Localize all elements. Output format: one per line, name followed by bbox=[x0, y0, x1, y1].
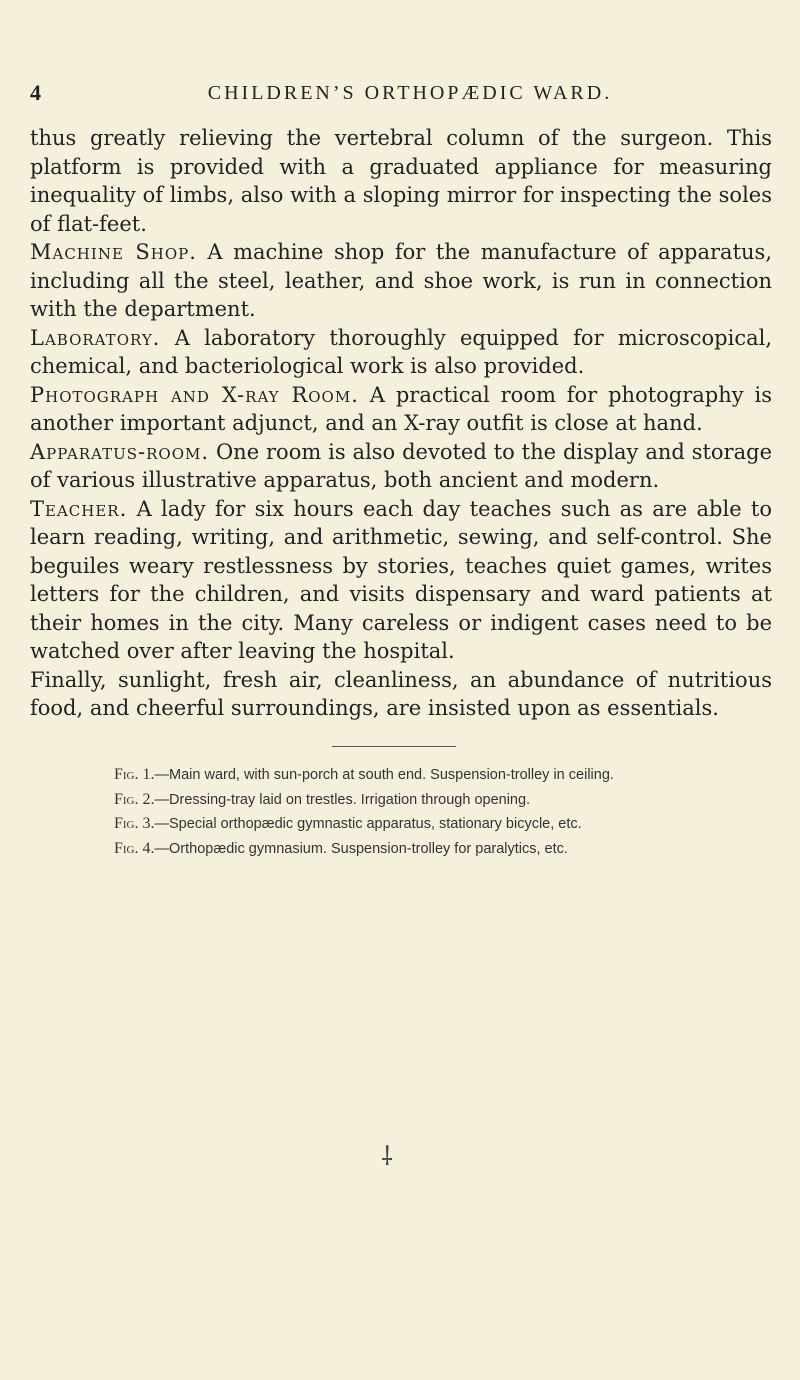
caption-text: —Special orthopædic gymnastic apparatus, stationary bicycle, etc. bbox=[154, 816, 582, 832]
paragraph-text: A lady for six hours each day teaches such as are able to learn reading, writing, and arithmetic, sewing, and self-control. She beguiles weary restlessness by stories, teaches quiet games, writes letters for the children, and visits dispensary and ward patients at their homes in the city. Many careless or indigent cases need to be watched over after leaving the hospital. bbox=[30, 496, 772, 663]
stray-ink-mark: ⸸ bbox=[381, 1142, 394, 1172]
paragraph bbox=[30, 238, 772, 324]
figure-captions bbox=[114, 763, 754, 861]
caption-text: —Orthopædic gymnasium. Suspension-trolley for paralytics, etc. bbox=[154, 840, 568, 857]
paragraph-heading: Apparatus-room. bbox=[30, 439, 210, 464]
paragraph-text: A practical room for photography is another important adjunct, and an X-ray outfit is close at hand. bbox=[30, 382, 773, 435]
paragraph-text: thus greatly relieving the vertebral column of the surgeon. This platform is provided with a graduated appliance for measuring inequality of limbs, also with a sloping mirror for inspecting the soles of flat-feet. bbox=[30, 126, 772, 236]
figure-caption bbox=[114, 812, 754, 837]
paragraph bbox=[30, 381, 772, 438]
paragraph bbox=[30, 666, 772, 723]
paragraph bbox=[30, 124, 772, 238]
paragraph-text: A laboratory thoroughly equipped for microscopical, chemical, and bacteriological work is also provided. bbox=[30, 325, 772, 378]
paragraph bbox=[30, 495, 772, 666]
page-number: 4 bbox=[30, 80, 41, 105]
body-text bbox=[30, 124, 772, 723]
caption-text: —Main ward, with sun-porch at south end. Suspension-trolley in ceiling. bbox=[154, 767, 614, 783]
paragraph-text: A machine shop for the manufacture of apparatus, including all the steel, leather, and shoe work, is run in connection with the department. bbox=[30, 240, 772, 321]
running-title: CHILDREN’S ORTHOPÆDIC WARD. bbox=[207, 82, 613, 104]
paragraph bbox=[30, 438, 772, 495]
figure-caption bbox=[114, 763, 754, 788]
figure-label: Fig. 1. bbox=[114, 766, 155, 783]
paragraph-heading: Machine Shop. bbox=[30, 240, 197, 264]
figure-label: Fig. 3. bbox=[114, 815, 155, 832]
figure-label: Fig. 2. bbox=[114, 790, 155, 808]
running-head bbox=[30, 80, 770, 110]
figure-label: Fig. 4. bbox=[114, 839, 155, 857]
paragraph-heading: Photograph and X-ray Room. bbox=[30, 382, 359, 407]
section-divider bbox=[332, 746, 456, 747]
figure-caption bbox=[114, 788, 754, 813]
figure-caption bbox=[114, 837, 754, 862]
paragraph-text: Finally, sunlight, fresh air, cleanliness, an abundance of nutritious food, and cheerful surroundings, are insisted upon as essentials. bbox=[30, 667, 772, 720]
paragraph-heading: Laboratory. bbox=[30, 325, 161, 350]
paragraph bbox=[30, 324, 772, 381]
caption-text: —Dressing-tray laid on trestles. Irrigation through opening. bbox=[154, 791, 531, 808]
paragraph-text: One room is also devoted to the display and storage of various illustrative apparatus, both ancient and modern. bbox=[30, 439, 772, 492]
paragraph-heading: Teacher. bbox=[30, 496, 128, 521]
